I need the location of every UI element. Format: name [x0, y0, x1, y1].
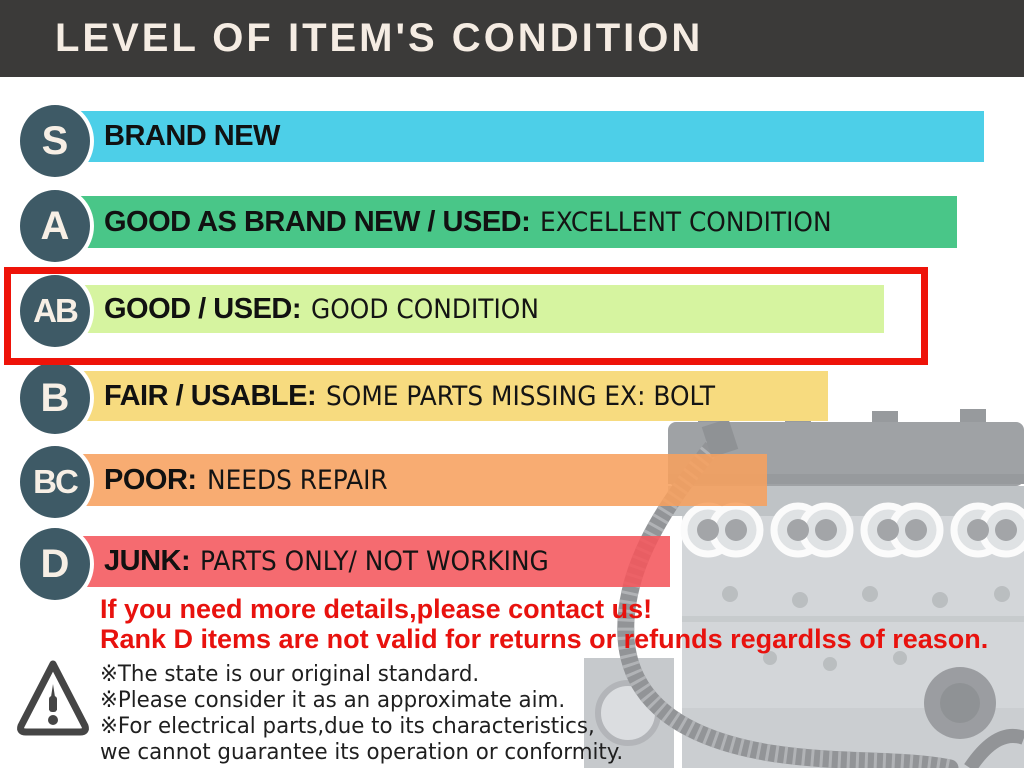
grade-bar-a — [80, 196, 957, 248]
grade-bar-bc — [80, 454, 767, 506]
grade-badge-b: B — [16, 358, 94, 438]
footnote-line-4: we cannot guarantee its operation or conformity. — [100, 740, 624, 765]
grade-bar-d — [80, 536, 670, 587]
grade-bar-b — [80, 371, 828, 421]
warning-triangle-icon — [14, 654, 92, 747]
grade-desc: SOME PARTS MISSING EX: BOLT — [326, 380, 716, 412]
grade-label: GOOD AS BRAND NEW / USED: — [104, 205, 531, 238]
notice-line-1: If you need more details,please contact us! — [100, 594, 653, 624]
grade-label: GOOD / USED: — [104, 292, 302, 325]
footnote-line-1: ※The state is our original standard. — [100, 662, 480, 687]
grade-badge-d: D — [16, 524, 94, 604]
footnote-line-2: ※Please consider it as an approximate aim. — [100, 688, 566, 713]
notice-line-2: Rank D items are not valid for returns or refunds regardlss of reason. — [100, 624, 989, 654]
grade-badge-a: A — [16, 186, 94, 266]
grade-desc: PARTS ONLY/ NOT WORKING — [200, 546, 549, 577]
footnote-line-3: ※For electrical parts,due to its characteristics, — [100, 714, 595, 739]
grade-desc: NEEDS REPAIR — [206, 464, 388, 496]
highlight-frame-ab — [4, 267, 928, 365]
grade-badge-ab: AB — [16, 271, 94, 351]
grade-label: JUNK: — [104, 545, 191, 577]
grade-badge-s: S — [16, 101, 94, 181]
page-title: LEVEL OF ITEM'S CONDITION — [55, 16, 704, 60]
grade-label: BRAND NEW — [104, 120, 280, 152]
contact-notice — [100, 594, 988, 654]
header-bar — [0, 0, 1024, 77]
footnotes — [100, 662, 639, 766]
grade-label: FAIR / USABLE: — [104, 379, 317, 412]
grade-label: POOR: — [104, 463, 197, 496]
grade-desc: GOOD CONDITION — [311, 293, 539, 325]
grade-bar-s — [80, 111, 984, 162]
grade-badge-bc: BC — [16, 442, 94, 522]
grade-desc: EXCELLENT CONDITION — [540, 206, 832, 238]
